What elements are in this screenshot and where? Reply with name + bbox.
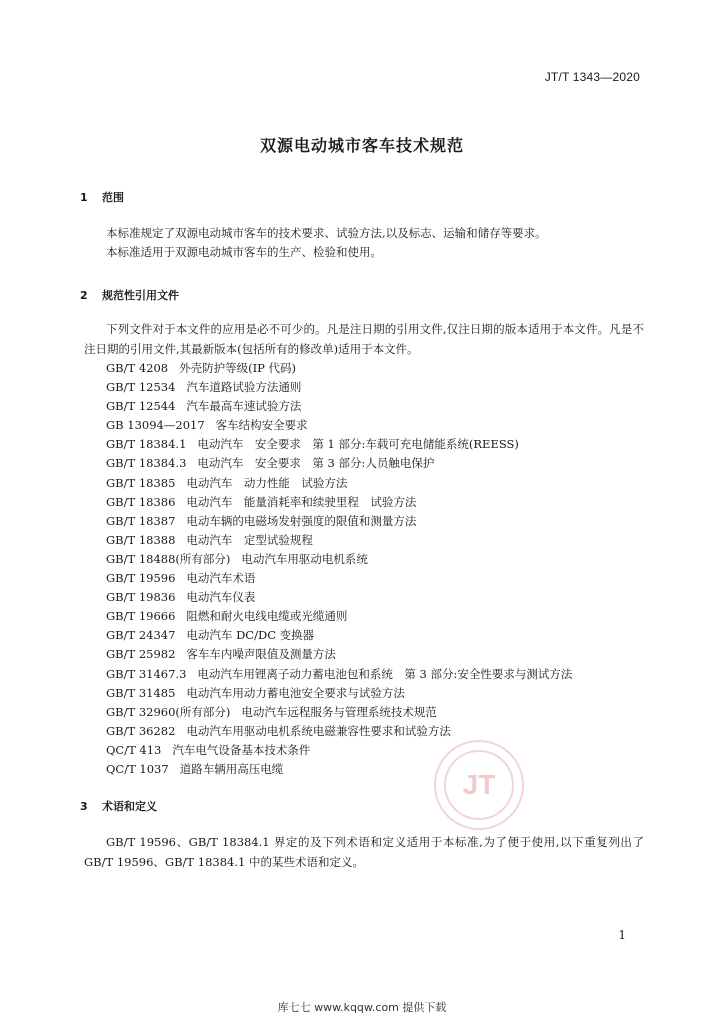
reference-title: 电动汽车 安全要求 第 3 部分:人员触电保护 (197, 456, 435, 471)
reference-code: GB/T 18384.1 (106, 437, 187, 452)
reference-title: 道路车辆用高压电缆 (179, 761, 284, 776)
reference-title: 电动汽车用驱动电机系统电磁兼容性要求和试验方法 (186, 723, 451, 738)
section-1-paragraph-1: 本标准规定了双源电动城市客车的技术要求、试验方法,以及标志、运输和储存等要求。 (106, 226, 547, 240)
jt-watermark-stamp (434, 740, 524, 830)
reference-code: GB/T 18488(所有部分) (106, 551, 231, 566)
reference-list (106, 359, 572, 779)
document-title: 双源电动城市客车技术规范 (259, 136, 464, 155)
reference-title: 电动汽车 安全要求 第 1 部分:车载可充电储能系统(REESS) (197, 437, 519, 452)
reference-title: 汽车电气设备基本技术条件 (172, 742, 311, 757)
section-number: 2 (80, 289, 88, 302)
reference-code: GB/T 19836 (106, 590, 176, 605)
list-item (106, 626, 572, 645)
list-item (106, 550, 572, 569)
list-item (106, 607, 572, 626)
reference-title: 阻燃和耐火电线电缆或光缆通则 (186, 609, 348, 624)
section-number: 1 (80, 191, 88, 204)
page-number: 1 (618, 928, 626, 942)
reference-code: GB/T 19596 (106, 571, 176, 586)
section-1-heading (80, 189, 124, 205)
list-item (106, 378, 572, 397)
reference-code: GB/T 4208 (106, 361, 169, 375)
reference-title: 汽车最高车速试验方法 (186, 399, 302, 414)
section-title: 术语和定义 (102, 800, 157, 813)
reference-title: 电动汽车 定型试验规程 (186, 532, 313, 547)
section-2-intro: 下列文件对于本文件的应用是必不可少的。凡是注日期的引用文件,仅注日期的版本适用于本文件。凡是不注日期的引用文件,其最新版本(包括所有的修改单)适用于本文件。 (84, 322, 644, 356)
reference-code: GB/T 12534 (106, 380, 176, 395)
reference-code: QC/T 1037 (106, 761, 169, 776)
reference-code: GB/T 19666 (106, 609, 176, 624)
reference-title: 电动汽车用锂离子动力蓄电池包和系统 第 3 部分:安全性要求与测试方法 (197, 666, 573, 681)
reference-code: GB/T 24347 (106, 628, 176, 643)
reference-code: GB/T 12544 (106, 399, 176, 414)
section-1-paragraph-2: 本标准适用于双源电动城市客车的生产、检验和使用。 (106, 245, 382, 259)
reference-code: GB/T 31485 (106, 685, 176, 700)
list-item (106, 474, 572, 493)
reference-title: 客车结构安全要求 (215, 418, 308, 433)
reference-title: 电动汽车 动力性能 试验方法 (186, 475, 348, 490)
reference-title: 电动汽车用动力蓄电池安全要求与试验方法 (186, 685, 405, 700)
reference-title: 电动汽车用驱动电机系统 (241, 551, 368, 566)
reference-code: GB 13094—2017 (106, 418, 205, 433)
reference-code: GB/T 25982 (106, 647, 176, 662)
section-3-heading (80, 798, 157, 814)
reference-title: 电动汽车 DC/DC 变换器 (186, 628, 315, 643)
list-item (106, 435, 572, 454)
download-footer: 库七七 www.kqqw.com 提供下载 (277, 1001, 447, 1014)
section-3-paragraph: GB/T 19596、GB/T 18384.1 界定的及下列术语和定义适用于本标准,为了便于使用,以下重复列出了 GB/T 19596、GB/T 18384.1 中的某些术语和定义。 (84, 835, 644, 869)
reference-title: 客车车内噪声限值及测量方法 (186, 647, 336, 662)
list-item (106, 416, 572, 435)
section-number: 3 (80, 800, 88, 813)
reference-title: 电动汽车 能量消耗率和续驶里程 试验方法 (186, 494, 417, 509)
stamp-text: JT (444, 750, 514, 820)
reference-code: GB/T 36282 (106, 723, 176, 738)
list-item (106, 588, 572, 607)
reference-title: 电动汽车仪表 (186, 590, 256, 605)
reference-title: 汽车道路试验方法通则 (186, 380, 302, 395)
reference-code: GB/T 18387 (106, 513, 176, 528)
reference-code: GB/T 31467.3 (106, 666, 187, 681)
reference-code: GB/T 18385 (106, 475, 176, 490)
reference-code: GB/T 18384.3 (106, 456, 187, 471)
reference-title: 电动汽车术语 (186, 571, 256, 586)
list-item (106, 512, 572, 531)
list-item (106, 665, 572, 684)
list-item (106, 359, 572, 378)
list-item (106, 569, 572, 588)
list-item (106, 703, 572, 722)
section-2-heading (80, 287, 179, 303)
standard-number: JT/T 1343—2020 (544, 70, 640, 84)
reference-code: GB/T 18388 (106, 532, 176, 547)
section-title: 规范性引用文件 (102, 289, 179, 302)
list-item (106, 684, 572, 703)
list-item (106, 493, 572, 512)
list-item (106, 722, 572, 741)
reference-code: QC/T 413 (106, 742, 162, 757)
reference-title: 电动车辆的电磁场发射强度的限值和测量方法 (186, 513, 417, 528)
list-item (106, 645, 572, 664)
list-item (106, 397, 572, 416)
list-item (106, 531, 572, 550)
list-item (106, 454, 572, 473)
reference-code: GB/T 32960(所有部分) (106, 704, 231, 719)
section-title: 范围 (102, 191, 124, 204)
reference-title: 外壳防护等级(IP 代码) (179, 361, 297, 375)
reference-code: GB/T 18386 (106, 494, 176, 509)
reference-title: 电动汽车远程服务与管理系统技术规范 (241, 704, 437, 719)
